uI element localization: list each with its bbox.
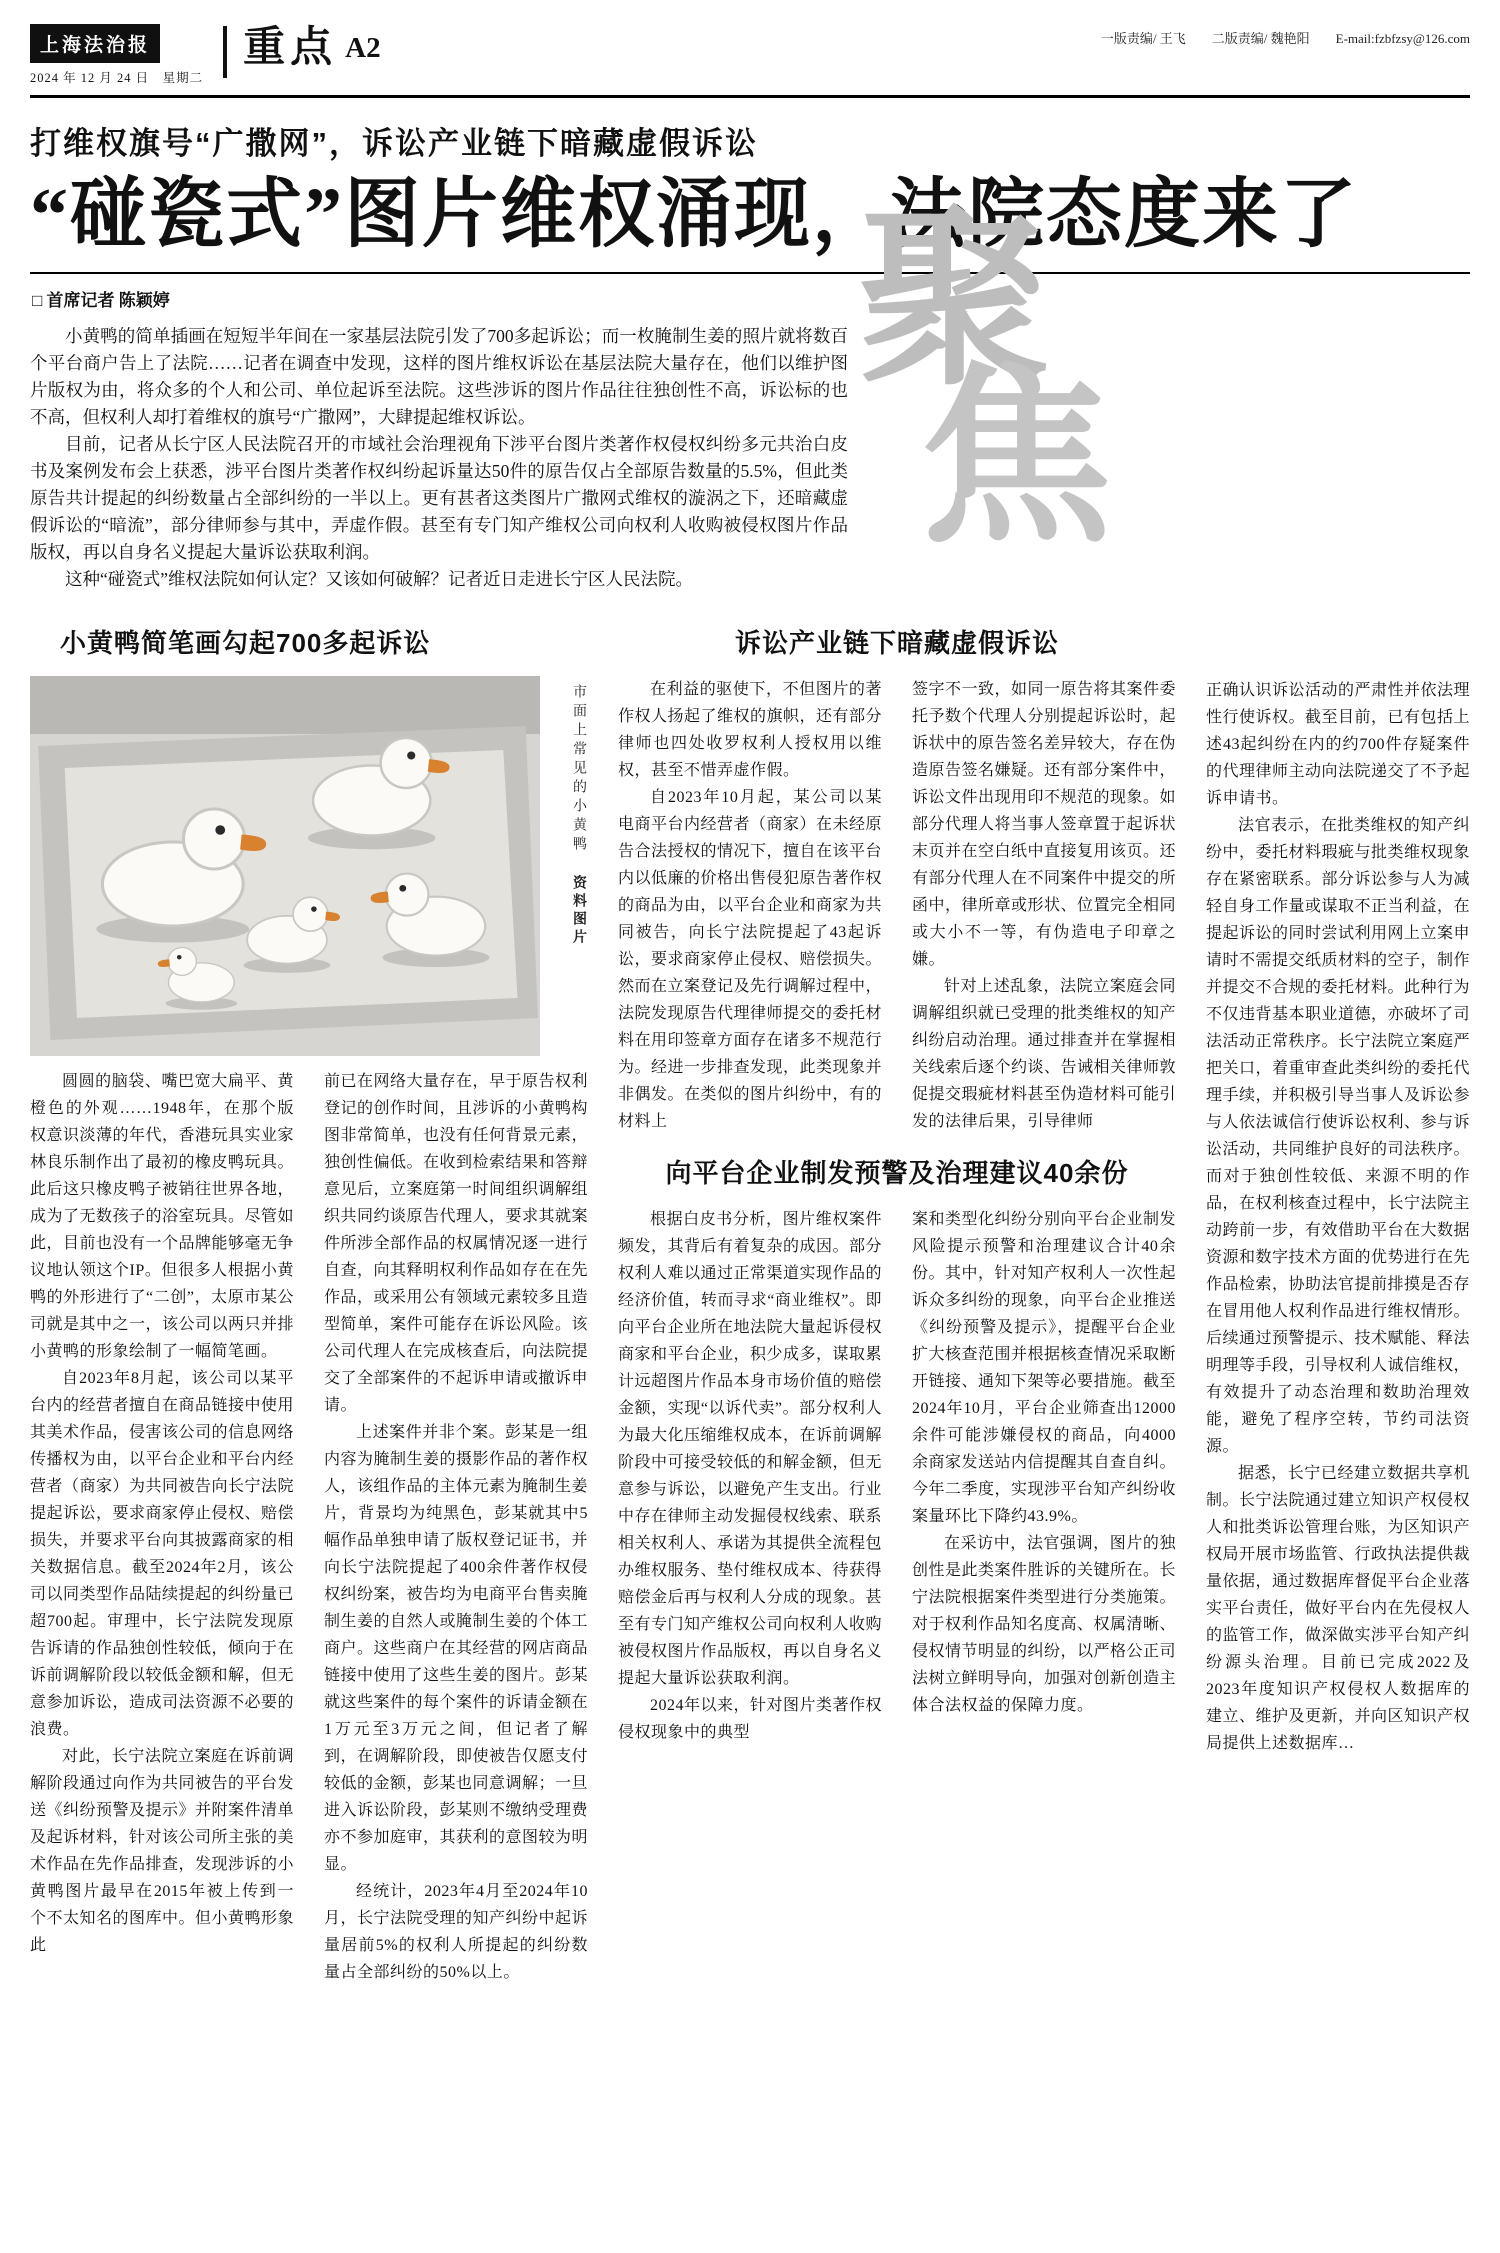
paragraph: 签字不一致，如同一原告将其案件委托予数个代理人分别提起诉讼时，起诉状中的原告签名差异较大，存在伪造原告签名嫌疑。还有部分案件中，诉讼文件出现用印不规范的现象。如部分代理人将当事人签章置于起诉状末页并在空白纸中直接复用该页。还有部分代理人在不同案件中提交的所函中，律所章或形状、位置完全相同或大小不一等，有伪造电子印章之嫌。: [912, 681, 1177, 969]
paragraph: 上述案件并非个案。彭某是一组内容为腌制生姜的摄影作品的著作权人，该组作品的主体元素为腌制生姜片，背景均为纯黑色，彭某就其中5幅作品单独申请了版权登记证书，并向长宁法院提起了400余件著作权侵权纠纷案，被告均为电商平台售卖腌制生姜的自然人或腌制生姜的个体工商户。这些商户在其经营的网店商品链接中使用了这些生姜的图片。彭某就这些案件的每个案件的诉请金额在1万元至3万元之间，但记者了解到，在调解阶段，即使被告仅愿支付较低的金额，彭某也同意调解；一旦进入诉讼阶段，彭某则不缴纳受理费亦不参加庭审，其获利的意图较为明显。: [324, 1424, 589, 1874]
text-column-3-top: [618, 676, 882, 1135]
text-column-1: [30, 1068, 294, 1986]
paragraph: 案和类型化纠纷分别向平台企业制发风险提示预警和治理建议合计40余份。其中，针对知产权利人一次性起诉众多纠纷的现象，向平台企业推送《纠纷预警及提示》，提醒平台企业扩大核查范围并根据核查情况采取断开链接、通知下架等必要措施。截至2024年10月，平台企业筛查出12000余件可能涉嫌侵权的商品，向4000余商家发送站内信提醒其自查自纠。今年二季度，实现涉平台知产纠纷收案量环比下降约43.9%。: [912, 1211, 1177, 1526]
paragraph: 对此，长宁法院立案庭在诉前调解阶段通过向作为共同被告的平台发送《纠纷预警及提示》并附案件清单及起诉材料，针对该公司所主张的美术作品在先作品排查，发现涉诉的小黄鸭图片最早在2015年被上传到一个不太知名的图库中。但小黄鸭形象此: [30, 1748, 295, 1955]
lawsuit-chain-columns: [618, 676, 1176, 1135]
masthead-left: [30, 24, 203, 86]
byline: □ 首席记者 陈颖婷: [32, 291, 170, 311]
photo-credit: 资料图片: [571, 875, 586, 948]
paragraph: 前已在网络大量存在，早于原告权利登记的创作时间，且涉诉的小黄鸭构图非常简单，也没有任何背景元素，独创性偏低。在收到检索结果和答辩意见后，立案庭第一时间组织调解组织共同约谈原告代理人，要求其就案件所涉全部作品的权属情况逐一进行自查，向其释明权利作品如存在在先作品，或采用公有领域元素较多且造型简单，案件可能存在诉讼风险。该公司代理人在完成核查后，向法院提交了全部案件的不起诉申请或撤诉申请。: [324, 1073, 589, 1415]
paragraph: 经统计，2023年4月至2024年10月，长宁法院受理的知产纠纷中起诉量居前5%的权利人所提起的纠纷数量占全部纠纷的50%以上。: [324, 1883, 589, 1982]
paragraph: 目前，记者从长宁区人民法院召开的市域社会治理视角下涉平台图片类著作权侵权纠纷多元共治白皮书及案例发布会上获悉，涉平台图片类著作权纠纷起诉量达50件的原告仅占全部原告数量的5.5%，但此类原告共计提起的纠纷数量占全部纠纷的一半以上。更有甚者这类图片广撒网式维权的漩涡之下，还暗藏虚假诉讼的“暗流”，部分律师参与其中，弄虚作假。甚至有专门知产维权公司向权利人收购被侵权图片作品版权，再以自身名义提起大量诉讼获取利润。: [30, 434, 848, 563]
section-title-warnings: 向平台企业制发预警及治理建议40余份: [665, 1158, 1129, 1189]
article-body: [30, 623, 1470, 1986]
section-label: 重点: [243, 23, 338, 70]
paragraph: 针对上述乱象，法院立案庭会同调解组织就已受理的批类维权的知产纠纷启动治理。通过排查并在掌握相关线索后逐个约谈、告诫相关律师敦促提交瑕疵材料甚至伪造材料可能引发的法律后果，引导律师: [912, 978, 1177, 1131]
duck-text-columns: [30, 1068, 588, 1986]
paragraph: 自2023年10月起，某公司以某电商平台内经营者（商家）在未经原告合法授权的情况下，擅自在该平台内以低廉的价格出售侵犯原告著作权的商品为由，以平台企业和商家为共同被告，向长宁法院提起了43起诉讼，要求商家停止侵权、赔偿损失。然而在立案登记及先行调解过程中，法院发现原告代理律师提交的委托材料在用印签章方面存在诸多不规范行为。经进一步排查发现，此类现象并非偶发。在类似的图片纠纷中，有的材料上: [618, 789, 883, 1131]
duck-photo-illustration: [30, 676, 540, 1056]
masthead: [30, 24, 1470, 86]
section-title-lawsuit-chain: 诉讼产业链下暗藏虚假诉讼: [734, 628, 1059, 659]
paragraph: 自2023年8月起，该公司以某平台内的经营者擅自在商品链接中使用其美术作品，侵害该公司的信息网络传播权为由，以平台企业和平台内经营者（商家）为共同被告向长宁法院提起诉讼，要求商家停止侵权、赔偿损失，并要求平台向其披露商家的相关数据信息。截至2024年2月，该公司以同类型作品陆续提起的纠纷量已超700起。审理中，长宁法院发现原告诉请的作品独创性较低，倾向于在诉前调解阶段以较低金额和解，但无意参加诉讼，造成司法资源不必要的浪费。: [30, 1370, 295, 1739]
photo-caption: [540, 676, 588, 1056]
photo-block: [30, 676, 588, 1056]
page-number: A2: [345, 32, 381, 64]
text-column-3-bottom: [618, 1206, 882, 1746]
warnings-columns: [618, 1206, 1176, 1746]
paragraph: 法官表示，在批类维权的知产纠纷中，委托材料瑕疵与批类维权现象存在紧密联系。部分诉讼参与人为减轻自身工作量或谋取不正当利益，在提起诉讼的同时尝试利用网上立案申请时不需提交纸质材料的空子，制作并提交不合规的委托材料。此种行为不仅违背基本职业道德，亦破坏了司法活动正常秩序。长宁法院立案庭严把关口，着重审查此类纠纷的委托代理手续，并积极引导当事人及诉讼参与人依法诚信行使诉讼权利、参与诉讼活动，共同维护良好的司法秩序。: [1206, 817, 1471, 1159]
paragraph: 据悉，长宁已经建立数据共享机制。长宁法院通过建立知识产权侵权人和批类诉讼管理台账，为区知识产权局开展市场监管、行政执法提供裁量依据，通过数据库督促平台企业落实平台责任，做好平台内在先侵权人的监管工作，做深做实涉平台知产纠纷源头治理。目前已完成2022及2023年度知识产权侵权人数据库的建立、维护及更新，并向区知识产权局提供上述数据库…: [1206, 1465, 1471, 1753]
paragraph: 圆圆的脑袋、嘴巴宽大扁平、黄橙色的外观……1948年，在那个版权意识淡薄的年代，香港玩具实业家林良乐制作出了最初的橡皮鸭玩具。此后这只橡皮鸭子被销往世界各地，成为了无数孩子的浴室玩具。尽管如此，目前也没有一个品牌能够毫无争议地认领这个IP。但很多人根据小黄鸭的外形进行了“二创”，太原市某公司就是其中之一，该公司以两只并排小黄鸭的形象绘制了一幅简笔画。: [30, 1073, 295, 1361]
text-column-4-bottom: [912, 1206, 1176, 1746]
focus-watermark: [858, 195, 1118, 566]
paragraph: 这种“碰瓷式”维权法院如何认定？又该如何破解？记者近日走进长宁区人民法院。: [65, 569, 694, 590]
watermark-char-ju: 聚: [858, 195, 1050, 408]
watermark-char-jiao: 焦: [920, 353, 1112, 566]
paragraph: 2024年以来，针对图片类著作权侵权现象中的典型: [618, 1697, 883, 1742]
duck-photo: [30, 676, 540, 1056]
paragraph: 在采访中，法官强调，图片的独创性是此类案件胜诉的关键所在。长宁法院根据案件类型进行分类施策。对于权利作品知名度高、权属清晰、侵权情节明显的纠纷，以严格公正司法树立鲜明导向，加强对创新创造主体合法权益的保障力度。: [912, 1535, 1177, 1715]
paragraph: 在利益的驱使下，不但图片的著作权人扬起了维权的旗帜，还有部分律师也四处收罗权利人授权用以维权，甚至不惜弄虚作假。: [618, 681, 883, 780]
issue-date: 2024 年 12 月 24 日 星期二: [30, 71, 204, 85]
newspaper-logo: 上海法治报: [30, 24, 160, 63]
headline-kicker: 打维权旗号“广撒网”，诉讼产业链下暗藏虚假诉讼: [30, 126, 758, 161]
paragraph: 正确认识诉讼活动的严肃性并依法理性行使诉权。截至目前，已有包括上述43起纠纷在内的约700件存疑案件的代理律师主动向法院递交了不予起诉申请书。: [1206, 682, 1471, 808]
text-column-5: [1206, 623, 1470, 1986]
section-duck: [30, 623, 588, 1986]
editors-line: 一版责编/ 王飞 二版责编/ 魏艳阳 E-mail:fzbfzsy@126.com: [1100, 31, 1470, 46]
lead-paragraphs: [30, 323, 848, 593]
photo-caption-text: 市面上常见的小黄鸭: [571, 684, 586, 856]
section-title-duck: 小黄鸭简笔画勾起700多起诉讼: [60, 628, 431, 659]
paragraph: 小黄鸭的简单插画在短短半年间在一家基层法院引发了700多起诉讼；而一枚腌制生姜的照片就将数百个平台商户告上了法院……记者在调查中发现，这样的图片维权诉讼在基层法院大量存在，他们以维护图片版权为由，将众多的个人和公司、单位起诉至法院。这些涉诉的图片作品往往独创性不高，诉讼标的也不高，但权利人却打着维权的旗号“广撒网”，大肆提起维权诉讼。: [30, 326, 848, 428]
headline-block: [30, 98, 1470, 593]
text-column-4-top: [912, 676, 1176, 1135]
text-column-2: [324, 1068, 588, 1986]
right-region: [618, 623, 1470, 1986]
right-main: [618, 623, 1176, 1986]
paragraph: 根据白皮书分析，图片维权案件频发，其背后有着复杂的成因。部分权利人难以通过正常渠道实现作品的经济价值，转而寻求“商业维权”。即向平台企业所在地法院大量起诉侵权商家和平台企业，积少成多，谋取累计远超图片作品本身市场价值的赔偿金额，实现“以诉代卖”。部分权利人为最大化压缩维权成本，在诉前调解阶段中可接受较低的和解金额，但无意参与诉讼，以避免产生支出。行业中存在律师主动发掘侵权线索、联系相关权利人、承诺为其提供全流程包办维权服务、垫付维权成本、待获得赔偿金后再与权利人分成的现象。甚至有专门知产维权公司向权利人收购被侵权图片作品版权，再以自身名义提起大量诉讼获取利润。: [618, 1211, 883, 1688]
headline-rule: [30, 272, 1470, 274]
masthead-divider: [223, 26, 227, 78]
paragraph: 而对于独创性较低、来源不明的作品，在权利核查过程中，长宁法院主动跨前一步，有效借助平台在大数据资源和数字技术方面的优势进行在先作品检索，协助法官提前排摸是否存在冒用他人权利作品进行维权情形。后续通过预警提示、技术赋能、释法明理等手段，引导权利人诚信维权，有效提升了动态治理和数助治理效能，避免了程序空转，节约司法资源。: [1206, 1168, 1471, 1456]
main-headline: “碰瓷式”图片维权涌现，法院态度来了: [30, 173, 1358, 257]
